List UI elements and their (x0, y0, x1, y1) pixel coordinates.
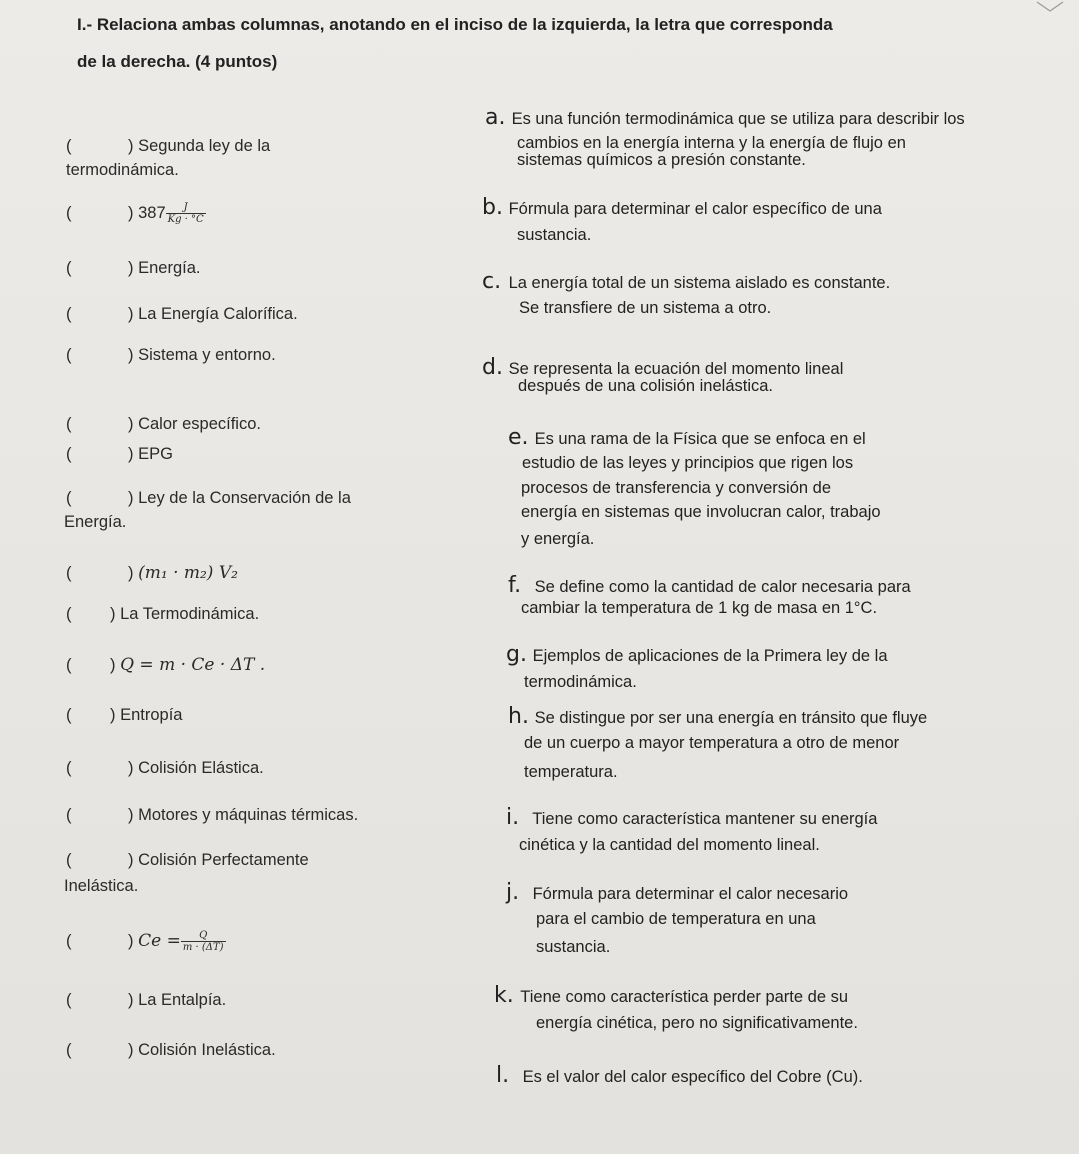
answer-blank[interactable]: ( (66, 991, 72, 1009)
answer-blank[interactable]: ( (66, 137, 72, 155)
right-item-j: j. Fórmula para determinar el calor necesario (506, 880, 849, 905)
right-item-j-line2: para el cambio de temperatura en una (536, 910, 816, 928)
answer-blank[interactable]: ( (66, 931, 72, 950)
answer-blank[interactable]: ( (66, 445, 72, 463)
left-item-1: ( ) Segunda ley de la (66, 137, 271, 155)
right-item-e-line4: energía en sistemas que involucran calor, trabajo (521, 503, 881, 521)
left-item-4: ( ) La Energía Calorífica. (66, 305, 298, 323)
answer-blank[interactable]: ( (66, 605, 72, 623)
right-item-f-line2: cambiar la temperatura de 1 kg de masa en 1°C. (521, 599, 878, 617)
fraction: $\frac{Q}{m \cdot (\Delta T)}$ (182, 930, 224, 953)
left-item-7: ( ) EPG (66, 445, 173, 463)
left-item-16: ( ) Ce = $\frac{Q}{m \cdot (\Delta T)}$ (66, 930, 224, 953)
left-item-13: ( ) Colisión Elástica. (66, 759, 264, 777)
left-item-18: ( ) Colisión Inelástica. (66, 1041, 276, 1059)
answer-blank[interactable]: ( (66, 305, 72, 323)
answer-blank[interactable]: ( (66, 346, 72, 364)
right-item-c: c. La energía total de un sistema aislado es constante. (482, 269, 891, 294)
fraction: $\frac{J}{Kg \cdot ^\circ C}$ (167, 202, 204, 225)
right-item-c-line2: Se transfiere de un sistema a otro. (519, 299, 772, 317)
answer-blank[interactable]: ( (66, 564, 72, 582)
right-item-e-line3: procesos de transferencia y conversión de (521, 479, 832, 497)
answer-blank[interactable]: ( (66, 259, 72, 277)
answer-blank[interactable]: ( (66, 415, 72, 433)
page-fold-mark-icon (1035, 0, 1065, 14)
right-item-j-line3: sustancia. (536, 938, 611, 956)
answer-blank[interactable]: ( (66, 806, 72, 824)
answer-blank[interactable]: ( (66, 706, 72, 724)
answer-blank[interactable]: ( (66, 489, 72, 507)
left-item-17: ( ) La Entalpía. (66, 991, 227, 1009)
right-item-e-line2: estudio de las leyes y principios que rigen los (522, 454, 854, 472)
right-item-e-line5: y energía. (521, 530, 595, 548)
left-item-8: ( ) Ley de la Conservación de la (66, 489, 351, 507)
left-item-12: ( ) Entropía (66, 706, 183, 724)
answer-blank[interactable]: ( (66, 656, 72, 674)
right-item-k: k. Tiene como característica perder parte de su (494, 983, 849, 1008)
right-item-a-line3: sistemas químicos a presión constante. (517, 151, 806, 169)
answer-blank[interactable]: ( (66, 1041, 72, 1059)
right-item-i: i. Tiene como característica mantener su energía (506, 805, 878, 830)
left-item-15: ( ) Colisión Perfectamente (66, 851, 309, 869)
right-item-k-line2: energía cinética, pero no significativamente. (536, 1014, 858, 1032)
answer-blank[interactable]: ( (66, 759, 72, 777)
right-item-g: g. Ejemplos de aplicaciones de la Primera ley de la (506, 642, 888, 667)
left-item-15-cont: Inelástica. (64, 877, 139, 895)
left-item-6: ( ) Calor específico. (66, 415, 261, 433)
answer-blank[interactable]: ( (66, 203, 72, 222)
left-item-8-cont: Energía. (64, 513, 127, 531)
left-item-2: ( ) 387 $\frac{J}{Kg \cdot ^\circ C}$ (66, 202, 204, 225)
right-item-h-line2: de un cuerpo a mayor temperatura a otro de menor (524, 734, 900, 752)
right-item-d: d. Se representa la ecuación del momento lineal (482, 355, 844, 380)
right-item-b-line2: sustancia. (517, 226, 592, 244)
left-item-10: ( ) La Termodinámica. (66, 605, 260, 623)
left-item-9: ( ) (m₁ · m₂) V₂ (66, 563, 238, 583)
right-item-d-line2: después de una colisión inelástica. (518, 377, 774, 395)
right-item-l: l. Es el valor del calor específico del Cobre (Cu). (496, 1063, 863, 1088)
right-item-f: f. Se define como la cantidad de calor necesaria para (508, 573, 911, 598)
answer-blank[interactable]: ( (66, 851, 72, 869)
left-item-5: ( ) Sistema y entorno. (66, 346, 276, 364)
left-item-14: ( ) Motores y máquinas térmicas. (66, 806, 359, 824)
left-item-1-cont: termodinámica. (66, 161, 179, 179)
right-item-g-line2: termodinámica. (524, 673, 637, 691)
right-item-a: a. Es una función termodinámica que se utiliza para describir los (485, 105, 965, 130)
right-item-a-line2: cambios en la energía interna y la energía de flujo en (517, 134, 906, 152)
left-item-11: ( ) Q = m · Ce · ΔT . (66, 655, 266, 675)
instructions-line-2: de la derecha. (4 puntos) (77, 52, 278, 71)
right-item-h: h. Se distingue por ser una energía en tránsito que fluye (508, 704, 928, 729)
right-item-h-line3: temperatura. (524, 763, 618, 781)
right-item-e: e. Es una rama de la Física que se enfoca en el (508, 425, 866, 450)
right-item-i-line2: cinética y la cantidad del momento lineal. (519, 836, 820, 854)
right-item-b: b. Fórmula para determinar el calor específico de una (482, 195, 882, 220)
instructions-line-1: I.- Relaciona ambas columnas, anotando en el inciso de la izquierda, la letra que corresponda (77, 15, 833, 34)
left-item-3: ( ) Energía. (66, 259, 201, 277)
